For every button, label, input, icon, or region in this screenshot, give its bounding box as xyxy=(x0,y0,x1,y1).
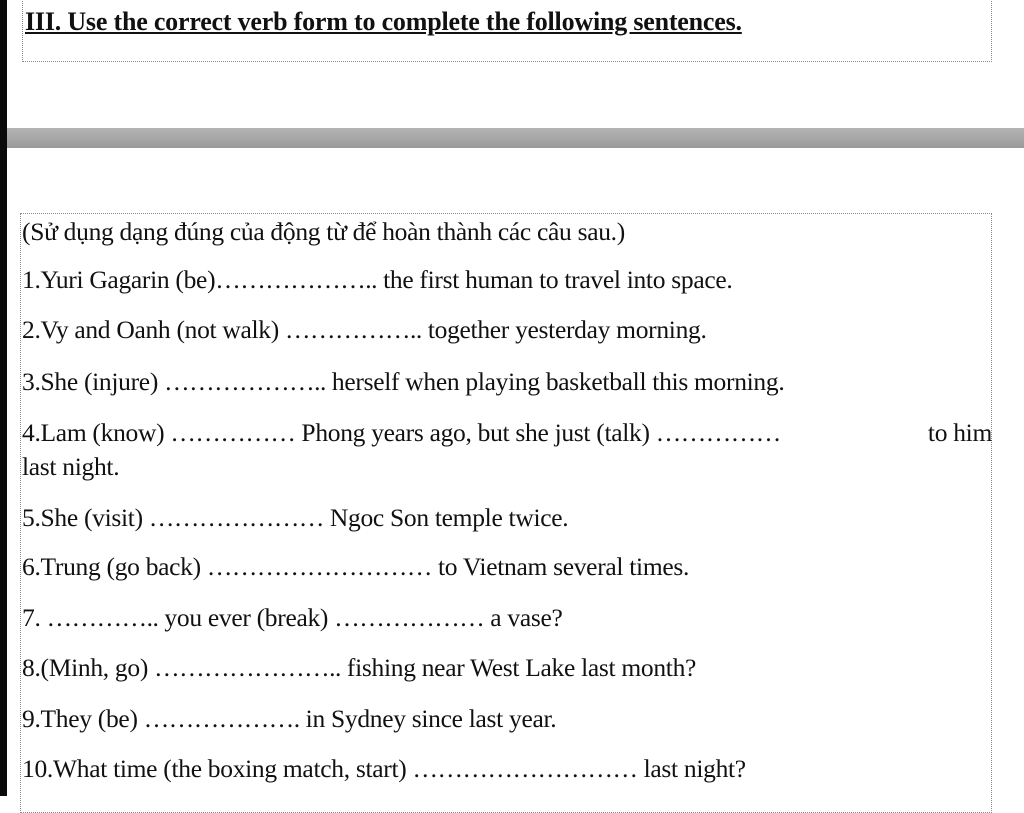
sentence-10-start: 10.What time (the boxing match, start) xyxy=(22,754,413,783)
sentence-10-end: last night? xyxy=(637,754,746,783)
blank-10: ……………………… xyxy=(412,754,638,783)
sentence-5 xyxy=(22,503,568,533)
sentence-7 xyxy=(22,603,563,633)
section-heading: III. Use the correct verb form to complete the following sentences. xyxy=(25,7,742,36)
sentence-6-end: to Vietnam several times. xyxy=(431,552,690,581)
blank-6: ……………………… xyxy=(206,552,432,581)
sentence-6 xyxy=(22,552,689,582)
sentence-4-line-2: last night. xyxy=(22,452,120,481)
sentence-4-line-1 xyxy=(22,416,992,450)
sentence-2 xyxy=(22,315,707,345)
sentence-7-start: 7. xyxy=(22,603,47,632)
sentence-5-end: Ngoc Son temple twice. xyxy=(323,503,569,532)
page-gap xyxy=(7,128,1024,148)
sentence-10 xyxy=(22,754,746,784)
sentence-4-middle: Phong years ago, but she just (talk) xyxy=(295,418,656,447)
sentence-5-start: 5.She (visit) xyxy=(22,503,149,532)
sentence-4-part-a xyxy=(22,416,781,450)
sentence-4 xyxy=(22,416,992,484)
sentence-1-end: the first human to travel into space. xyxy=(377,265,733,294)
sentence-9-start: 9.They (be) xyxy=(22,704,144,733)
sentence-1 xyxy=(22,265,732,295)
sentence-2-end: together yesterday morning. xyxy=(421,315,707,344)
sentence-8 xyxy=(22,653,696,683)
sentence-7-middle: you ever (break) xyxy=(158,603,335,632)
sentence-2-start: 2.Vy and Oanh (not walk) xyxy=(22,315,286,344)
sentence-3-start: 3.She (injure) xyxy=(22,367,165,396)
sentence-6-start: 6.Trung (go back) xyxy=(22,552,207,581)
left-edge-bar xyxy=(0,0,7,796)
sentence-8-start: 8.(Minh, go) xyxy=(22,653,155,682)
sentence-3 xyxy=(22,367,784,397)
sentence-9 xyxy=(22,704,556,734)
blank-9: ………………. xyxy=(143,704,300,733)
blank-5: ………………… xyxy=(148,503,324,532)
sentence-4-start: 4.Lam (know) xyxy=(22,418,171,447)
blank-4a: …………… xyxy=(170,418,296,447)
sentence-7-end: a vase? xyxy=(484,603,563,632)
sentence-1-start: 1.Yuri Gagarin (be) xyxy=(22,265,216,294)
instruction-text: (Sử dụng dạng đúng của động từ để hoàn thành các câu sau.) xyxy=(22,217,625,246)
blank-1: ……………….. xyxy=(215,265,378,294)
blank-8: ………………….. xyxy=(154,653,341,682)
blank-4b: …………… xyxy=(655,418,781,447)
blank-7a: ………….. xyxy=(46,603,159,632)
blank-7b: ……………… xyxy=(334,603,485,632)
sentence-3-end: herself when playing basketball this morning. xyxy=(325,367,785,396)
sentence-4-tail: to him xyxy=(927,418,992,447)
blank-3: ……………….. xyxy=(164,367,326,396)
sentence-8-end: fishing near West Lake last month? xyxy=(340,653,697,682)
sentence-9-end: in Sydney since last year. xyxy=(299,704,557,733)
blank-2: …………….. xyxy=(285,315,422,344)
